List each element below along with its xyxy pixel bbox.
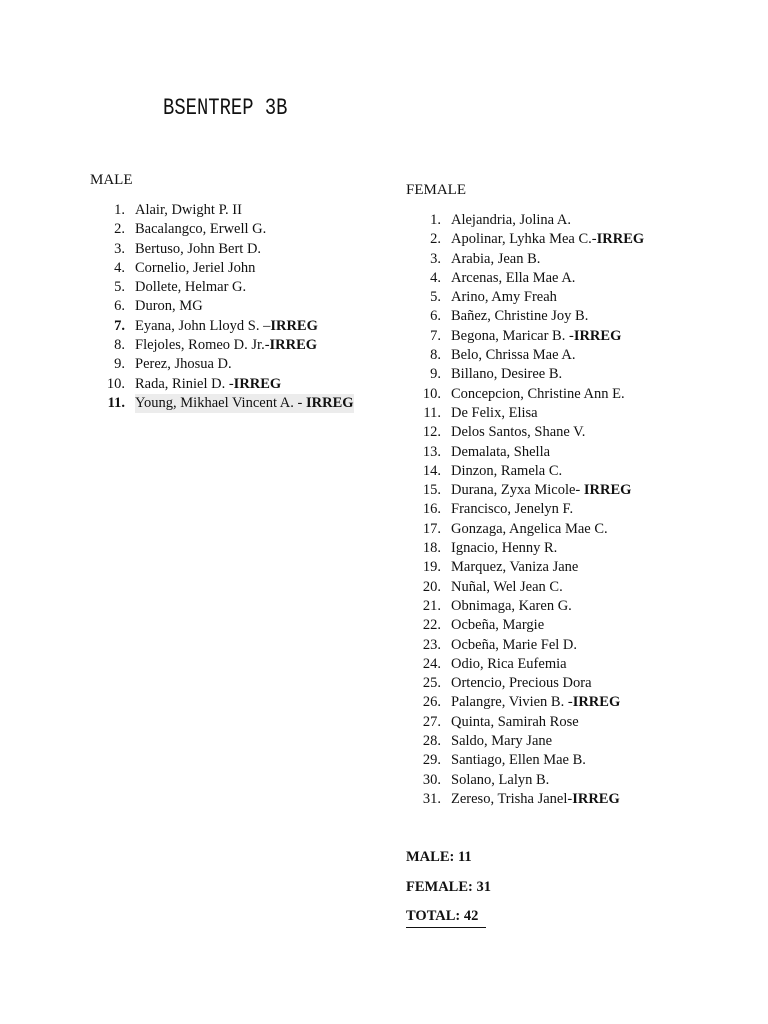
student-name [451,558,578,577]
female-student-item [422,346,644,365]
list-number: 7. [430,327,441,344]
female-student-item [422,771,644,790]
student-name [135,201,242,220]
list-number: 8. [430,347,441,364]
student-name [451,288,557,307]
irreg-tag: IRREG [269,337,318,354]
irreg-tag: IRREG [583,482,632,499]
student-name [451,500,573,519]
student-name [451,481,631,500]
female-student-item [422,365,644,384]
student-name-text: Arabia, Jean B. [451,250,541,267]
list-number: 8. [114,337,125,354]
grand-total: TOTAL: 42 [406,908,486,928]
list-number: 16. [422,501,441,518]
female-student-item [422,539,644,558]
list-number: 25. [422,675,441,692]
student-name [451,307,588,326]
student-name [451,693,620,712]
female-student-item [422,578,644,597]
female-student-item [422,211,644,230]
list-number: 17. [422,520,441,537]
list-number: 18. [422,540,441,557]
student-name [451,674,592,693]
female-student-item [422,558,644,577]
student-name [451,346,575,365]
female-student-item [422,597,644,616]
list-number: 3. [114,240,125,257]
male-student-list [106,201,354,413]
student-name-text: Ocbeña, Margie [451,617,545,634]
student-name-text: Marquez, Vaniza Jane [451,559,579,576]
student-name [451,211,571,230]
list-number: 7. [114,317,125,334]
female-total: FEMALE: 31 [406,879,491,895]
student-name-text: Duron, MG [135,298,203,315]
male-student-item [106,240,354,259]
female-student-item [422,423,644,442]
student-name [451,404,538,423]
student-name [135,375,281,394]
student-name [451,269,575,288]
list-number: 1. [114,202,125,218]
student-name-text: Eyana, John Lloyd S. – [135,317,271,334]
student-name-text: Rada, Riniel D. - [135,375,234,392]
female-student-item [422,713,644,732]
student-name-text: Delos Santos, Shane V. [451,424,586,441]
student-name [135,259,255,278]
male-student-item [106,220,354,239]
student-name [135,336,317,355]
list-number: 10. [106,375,125,392]
list-number: 1. [430,212,441,228]
female-student-item [422,269,644,288]
student-name [451,713,579,732]
student-name-text: Obnimaga, Karen G. [451,597,572,614]
student-name-text: Dollete, Helmar G. [135,279,247,296]
female-student-item [422,230,644,249]
list-number: 31. [422,790,441,807]
student-name-text: Quinta, Samirah Rose [451,713,579,730]
female-student-item [422,790,644,809]
list-number: 12. [422,424,441,441]
female-student-item [422,693,644,712]
list-number: 20. [422,578,441,595]
student-name-text: Cornelio, Jeriel John [135,259,256,276]
male-student-item [106,394,354,413]
list-number: 9. [430,366,441,383]
male-student-item [106,336,354,355]
male-student-item [106,278,354,297]
student-name-text: Zereso, Trisha Janel- [451,790,573,807]
female-student-item [422,481,644,500]
student-name-text: Arcenas, Ella Mae A. [451,269,576,286]
student-name [451,655,567,674]
irreg-tag: IRREG [305,394,354,411]
female-student-item [422,616,644,635]
list-number: 23. [422,636,441,653]
student-name-text: Solano, Lalyn B. [451,771,550,788]
list-number: 2. [114,221,125,238]
female-student-item [422,327,644,346]
student-name [451,751,586,770]
student-name-text: Bañez, Christine Joy B. [451,308,589,325]
student-name-text: Palangre, Vivien B. - [451,694,573,711]
female-student-item [422,636,644,655]
male-student-item [106,297,354,316]
male-section-label: MALE [90,172,133,188]
student-name-text: Alair, Dwight P. II [135,202,242,218]
male-student-item [106,317,354,336]
student-name-text: Demalata, Shella [451,443,551,460]
list-number: 2. [430,231,441,248]
female-student-item [422,674,644,693]
list-number: 10. [422,385,441,402]
student-name-text: Dinzon, Ramela C. [451,462,563,479]
male-student-item [106,201,354,220]
list-number: 13. [422,443,441,460]
female-student-item [422,307,644,326]
irreg-tag: IRREG [573,327,622,344]
student-name-text: Alejandria, Jolina A. [451,212,572,228]
female-student-item [422,500,644,519]
male-student-item [106,259,354,278]
student-name-text: Concepcion, Christine Ann E. [451,385,625,402]
list-number: 19. [422,559,441,576]
irreg-tag: IRREG [233,375,282,392]
student-name [135,297,203,316]
student-name-text: Perez, Jhosua D. [135,356,232,373]
student-name [451,327,621,346]
list-number: 15. [422,482,441,499]
student-name [135,394,354,413]
student-name [451,520,608,539]
list-number: 4. [114,259,125,276]
student-name-text: De Felix, Elisa [451,404,538,421]
student-name [135,355,232,374]
student-name [135,220,266,239]
male-student-item [106,355,354,374]
student-name [451,636,577,655]
student-name [451,462,562,481]
student-name-text: Francisco, Jenelyn F. [451,501,574,518]
list-number: 9. [114,356,125,373]
female-student-item [422,732,644,751]
irreg-tag: IRREG [572,790,620,807]
document-title: BSENTREP 3B [163,95,288,121]
student-name-text: Bacalangco, Erwell G. [135,221,267,238]
list-number: 4. [430,269,441,286]
male-total: MALE: 11 [406,849,472,865]
irreg-tag: IRREG [572,694,621,711]
student-name [135,317,318,336]
list-number: 6. [430,308,441,325]
list-number: 27. [422,713,441,730]
female-student-item [422,288,644,307]
student-name [135,278,246,297]
student-name [451,616,544,635]
list-number: 29. [422,752,441,769]
female-student-list [422,211,644,809]
student-name-text: Ortencio, Precious Dora [451,675,592,692]
list-number: 26. [422,694,441,711]
student-name-text: Saldo, Mary Jane [451,733,553,750]
student-name-text: Belo, Chrissa Mae A. [451,347,576,364]
student-name [451,423,585,442]
list-number: 11. [423,404,441,421]
list-number: 5. [430,289,441,306]
student-name-text: Gonzaga, Angelica Mae C. [451,520,608,537]
student-name-text: Young, Mikhael Vincent A. - [135,394,306,411]
student-name [451,385,625,404]
student-name-text: Flejoles, Romeo D. Jr.- [135,337,270,354]
student-name [451,578,563,597]
irreg-tag: IRREG [596,231,645,248]
irreg-tag: IRREG [270,317,318,334]
student-name-text: Durana, Zyxa Micole- [451,482,584,499]
female-student-item [422,751,644,770]
student-name-text: Arino, Amy Freah [451,289,557,306]
list-number: 22. [422,617,441,634]
student-name-text: Apolinar, Lyhka Mea C.- [451,231,597,248]
list-number: 6. [114,298,125,315]
student-name [451,365,562,384]
list-number: 3. [430,250,441,267]
list-number: 21. [422,597,441,614]
student-name [451,790,620,809]
student-name-text: Odio, Rica Eufemia [451,655,567,672]
student-name-text: Ocbeña, Marie Fel D. [451,636,578,653]
student-name [451,732,552,751]
list-number: 30. [422,771,441,788]
student-name [451,539,557,558]
student-name-text: Begona, Maricar B. - [451,327,574,344]
student-name [451,771,549,790]
student-name-text: Nuñal, Wel Jean C. [451,578,563,595]
list-number: 5. [114,279,125,296]
student-name [451,230,644,249]
female-student-item [422,462,644,481]
student-name [451,443,550,462]
list-number: 14. [422,462,441,479]
student-name-text: Bertuso, John Bert D. [135,240,262,257]
list-number: 28. [422,733,441,750]
student-name [451,250,540,269]
female-section-label: FEMALE [406,182,466,198]
list-number: 24. [422,655,441,672]
female-student-item [422,385,644,404]
student-name-text: Santiago, Ellen Mae B. [451,752,586,769]
student-name [135,240,261,259]
female-student-item [422,655,644,674]
student-name [451,597,572,616]
student-name-text: Billano, Desiree B. [451,366,563,383]
female-student-item [422,250,644,269]
male-student-item [106,375,354,394]
list-number: 11. [107,394,125,411]
female-student-item [422,404,644,423]
female-student-item [422,443,644,462]
student-name-text: Ignacio, Henny R. [451,540,558,557]
female-student-item [422,520,644,539]
